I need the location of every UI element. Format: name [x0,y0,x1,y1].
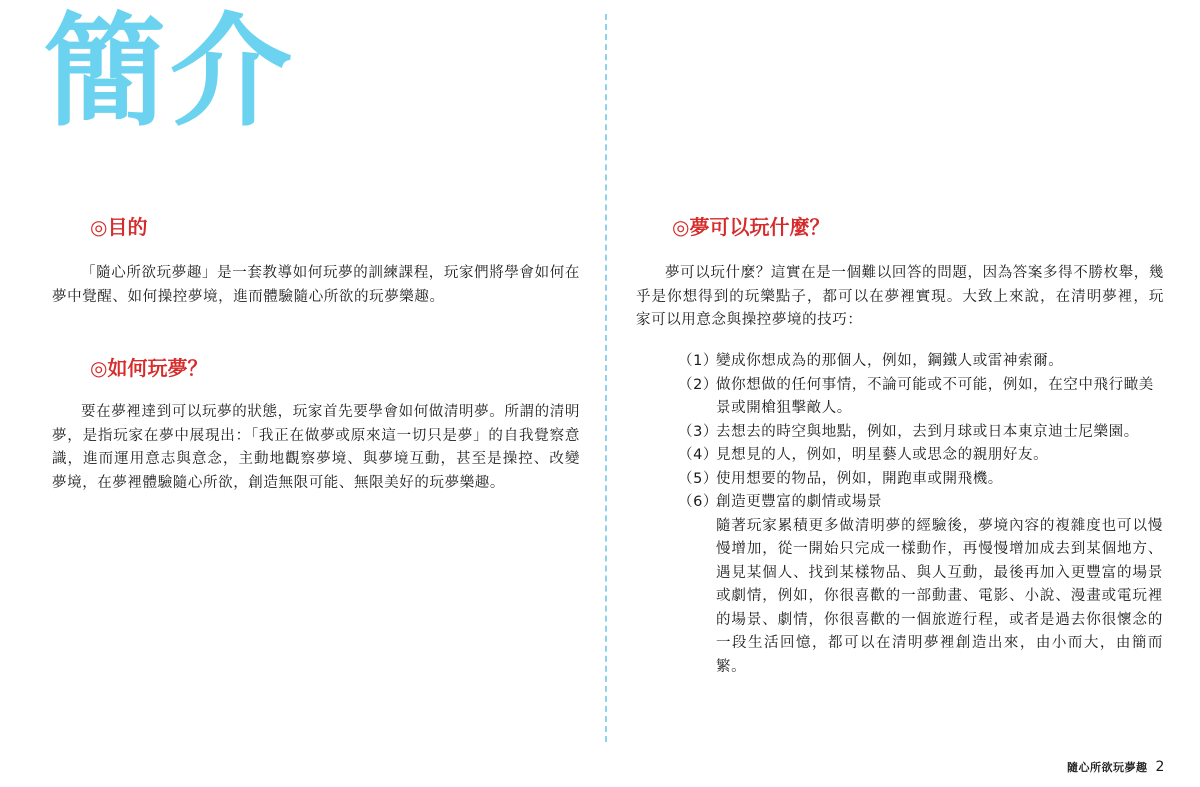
column-divider [605,14,607,742]
list-item-text: 創造更豐富的劇情或場景 [716,494,883,510]
page-footer [1067,756,1164,775]
section-body-purpose-text: 「隨心所欲玩夢趣」是一套教導如何玩夢的訓練課程，玩家們將學會如何在夢中覺醒、如何操控夢境，進而體驗隨心所欲的玩夢樂趣。 [52,265,580,305]
footer-title: 隨心所欲玩夢趣 [1067,761,1148,774]
list-item [678,374,1163,421]
list-item-text: 見想見的人，例如，明星藝人或思念的親朋好友。 [716,447,1049,463]
section-body-how-to-text: 要在夢裡達到可以玩夢的狀態，玩家首先要學會如何做清明夢。所謂的清明夢，是指玩家在夢中展現出：「我正在做夢或原來這一切只是夢」的自我覺察意識，進而運用意志與意念，主動地觀察夢境、與夢境互動，甚至是操控、改變夢境，在夢裡體驗隨心所欲，創造無限可能、無限美好的玩夢樂趣。 [52,404,580,491]
list-item [678,491,1163,679]
list-item-text: 使用想要的物品，例如，開跑車或開飛機。 [716,470,1003,487]
list-item-number: （4） [678,447,719,463]
list-item-number: （2） [678,376,719,393]
section-heading-how-to: ◎如何玩夢？ [90,356,208,380]
list-item-number: （3） [678,423,719,440]
section-intro-what-to-play [636,262,1164,333]
page-number: 2 [1155,759,1165,775]
section-body-purpose [52,262,580,309]
list-item [678,444,1163,468]
list-item-number: （1） [678,353,719,369]
list-item [678,421,1163,445]
section-heading-what-to-play: ◎夢可以玩什麼？ [672,215,830,239]
section-intro-what-to-play-text: 夢可以玩什麼？這實在是一個難以回答的問題，因為答案多得不勝枚舉，幾乎是你想得到的玩樂點子，都可以在夢裡實現。大致上來說，在清明夢裡，玩家可以用意念與操控夢境的技巧： [636,265,1164,328]
list-item-text: 做你想做的任何事情，不論可能或不可能，例如，在空中飛行瞰美景或開槍狙擊敵人。 [716,376,1154,416]
activity-list [678,350,1163,679]
list-item-text: 去想去的時空與地點，例如，去到月球或日本東京迪士尼樂園。 [716,423,1139,440]
list-item-number: （6） [678,494,719,510]
page-title: 簡介 [44,1,296,143]
list-item-number: （5） [678,470,719,487]
list-item-subtext: 隨著玩家累積更多做清明夢的經驗後，夢境內容的複雜度也可以慢慢增加，從一開始只完成一樣動作，再慢慢增加成去到某個地方、遇見某個人、找到某樣物品、與人互動，最後再加入更豐富的場景或劇情，例如，你很喜歡的一部動畫、電影、小說、漫畫或電玩裡的場景、劇情，你很喜歡的一個旅遊行程，或者是過去你很懷念的一段生活回憶，都可以在清明夢裡創造出來，由小而大，由簡而繁。 [716,517,1163,675]
list-item [678,468,1163,492]
list-item-text: 變成你想成為的那個人，例如，鋼鐵人或雷神索爾。 [716,353,1064,369]
list-item [678,350,1163,374]
section-heading-purpose: ◎目的 [90,215,148,239]
section-body-how-to [52,401,580,495]
